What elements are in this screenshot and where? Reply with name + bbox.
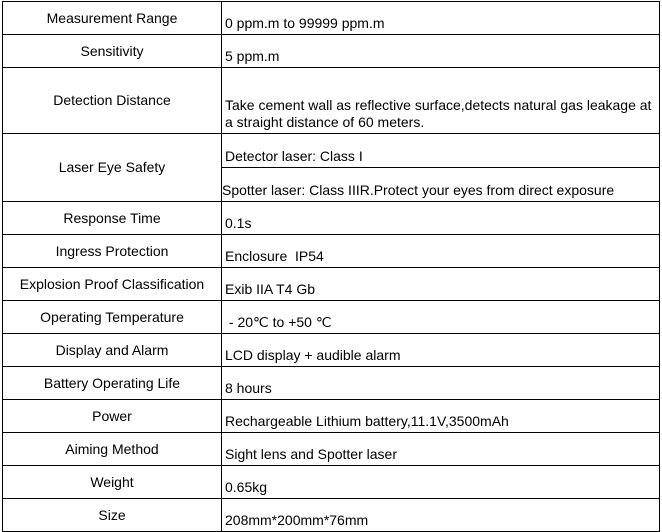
spec-value-cell bbox=[222, 334, 660, 367]
spec-label: Power bbox=[3, 400, 222, 433]
table-row bbox=[3, 334, 660, 367]
spec-value: - 20℃ to +50 ℃ bbox=[225, 314, 332, 330]
spec-value: Exib IIA T4 Gb bbox=[225, 281, 316, 297]
table-row bbox=[3, 235, 660, 268]
spec-value-cell bbox=[222, 301, 660, 334]
spec-label: Measurement Range bbox=[3, 2, 222, 35]
spec-value: 0.1s bbox=[225, 215, 252, 231]
table-row bbox=[3, 301, 660, 334]
spec-value-cell bbox=[222, 499, 660, 532]
spec-value: 0.65kg bbox=[225, 479, 268, 495]
specification-table bbox=[2, 1, 660, 532]
spec-value-cell bbox=[222, 400, 660, 433]
spec-value: Enclosure IP54 bbox=[225, 248, 324, 264]
spec-value: Sight lens and Spotter laser bbox=[225, 446, 397, 462]
spec-label: Detection Distance bbox=[3, 68, 222, 134]
table-row bbox=[3, 35, 660, 68]
spec-value: Detector laser: Class I bbox=[225, 148, 363, 164]
spec-label: Operating Temperature bbox=[3, 301, 222, 334]
spec-label: Aiming Method bbox=[3, 433, 222, 466]
spec-value-cell bbox=[222, 235, 660, 268]
spec-value: 5 ppm.m bbox=[225, 48, 280, 64]
spec-value-cell bbox=[222, 2, 660, 35]
spec-value: 208mm*200mm*76mm bbox=[225, 512, 369, 528]
spec-value-cell bbox=[222, 35, 660, 68]
spec-label: Response Time bbox=[3, 202, 222, 235]
spec-value: 0 ppm.m to 99999 ppm.m bbox=[225, 15, 385, 31]
spec-value-cell bbox=[222, 202, 660, 235]
table-row bbox=[3, 202, 660, 235]
spec-value: Spotter laser: Class IIIR.Protect your eyes from direct exposure bbox=[222, 182, 615, 198]
table-row bbox=[3, 268, 660, 301]
spec-label: Laser Eye Safety bbox=[3, 134, 222, 202]
spec-value-cell bbox=[222, 68, 660, 134]
spec-label: Size bbox=[3, 499, 222, 532]
spec-value: Rechargeable Lithium battery,11.1V,3500mAh bbox=[225, 413, 509, 429]
table-row bbox=[3, 499, 660, 532]
spec-label: Sensitivity bbox=[3, 35, 222, 68]
spec-value: LCD display + audible alarm bbox=[225, 347, 401, 363]
spec-value: Take cement wall as reflective surface,detects natural gas leakage at a straight distance of 60 meters. bbox=[225, 97, 652, 130]
table-row bbox=[3, 466, 660, 499]
spec-label: Display and Alarm bbox=[3, 334, 222, 367]
spec-value: 8 hours bbox=[225, 380, 272, 396]
spec-label: Battery Operating Life bbox=[3, 367, 222, 400]
spec-value-cell bbox=[222, 466, 660, 499]
table-row bbox=[3, 400, 660, 433]
spec-label: Weight bbox=[3, 466, 222, 499]
spec-value-cell bbox=[222, 134, 660, 202]
table-row bbox=[3, 2, 660, 35]
spec-label: Explosion Proof Classification bbox=[3, 268, 222, 301]
spec-subrow bbox=[225, 134, 659, 167]
table-row bbox=[3, 433, 660, 466]
table-row bbox=[3, 134, 660, 202]
spec-label: Ingress Protection bbox=[3, 235, 222, 268]
spec-value-cell bbox=[222, 433, 660, 466]
spec-value-cell bbox=[222, 367, 660, 400]
table-row bbox=[3, 68, 660, 134]
spec-value-cell bbox=[222, 268, 660, 301]
table-row bbox=[3, 367, 660, 400]
spec-subrow bbox=[222, 167, 659, 201]
